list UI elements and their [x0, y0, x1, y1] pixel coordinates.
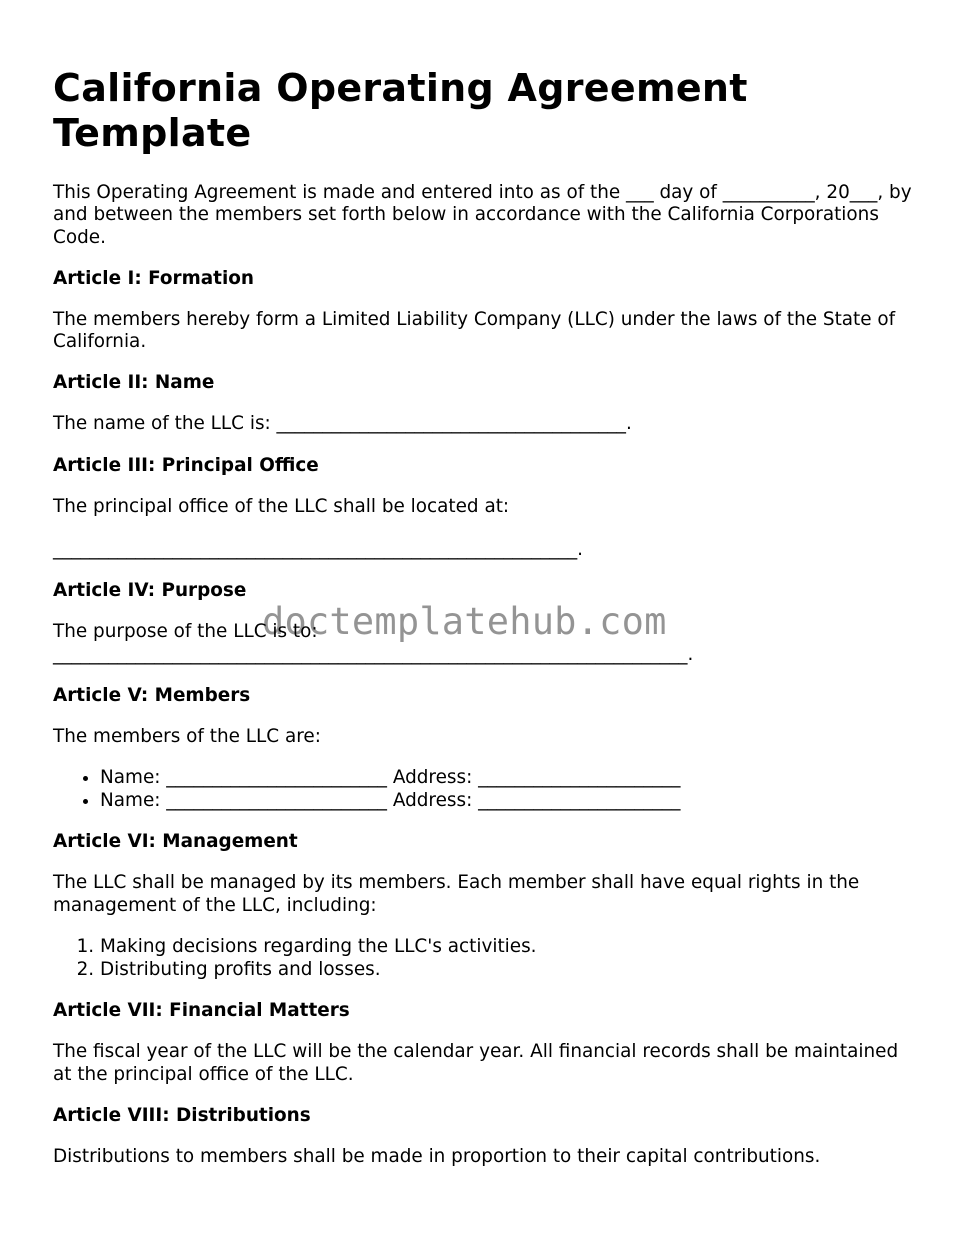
- article-4-text: The purpose of the LLC is to: _____________________________________________________________________.: [53, 621, 694, 665]
- article-1-heading: Article I: Formation: [53, 267, 254, 289]
- article-3-address-blank: _________________________________________________________.: [53, 539, 583, 561]
- article-3-text: The principal office of the LLC shall be located at:: [53, 495, 510, 517]
- article-3-heading: Article III: Principal Office: [53, 454, 319, 476]
- article-8-heading: Article VIII: Distributions: [53, 1104, 311, 1126]
- list-item: 1. Making decisions regarding the LLC's activities.: [100, 936, 913, 959]
- article-2-text: The name of the LLC is: ______________________________________.: [53, 413, 632, 435]
- members-list: [53, 767, 913, 812]
- article-5-heading: Article V: Members: [53, 684, 251, 706]
- article-1-text: The members hereby form a Limited Liability Company (LLC) under the laws of the State of California.: [53, 308, 896, 353]
- article-8-text: Distributions to members shall be made in proportion to their capital contributions.: [53, 1145, 821, 1167]
- article-7-heading: Article VII: Financial Matters: [53, 1000, 350, 1022]
- list-item: • Name: ________________________ Address: ______________________: [100, 790, 913, 813]
- intro-paragraph: This Operating Agreement is made and entered into as of the ___ day of __________, 20___, by and between the members set forth below in accordance with the California Corporations Code.: [53, 182, 912, 248]
- article-6-text: The LLC shall be managed by its members. Each member shall have equal rights in the management of the LLC, including:: [53, 872, 860, 916]
- list-item: • Name: ________________________ Address: ______________________: [100, 767, 913, 790]
- article-4-heading: Article IV: Purpose: [53, 580, 247, 602]
- article-2-heading: Article II: Name: [53, 372, 215, 394]
- article-7-text: The fiscal year of the LLC will be the calendar year. All financial records shall be maintained at the principal office of the LLC.: [53, 1041, 899, 1085]
- article-6-heading: Article VI: Management: [53, 831, 298, 853]
- article-5-text: The members of the LLC are:: [53, 725, 321, 747]
- document-page: [53, 66, 913, 1187]
- management-list: [53, 936, 913, 981]
- page-title: California Operating Agreement Template: [53, 66, 748, 155]
- watermark: doctemplatehub.com: [262, 600, 667, 643]
- list-item: 2. Distributing profits and losses.: [100, 959, 913, 982]
